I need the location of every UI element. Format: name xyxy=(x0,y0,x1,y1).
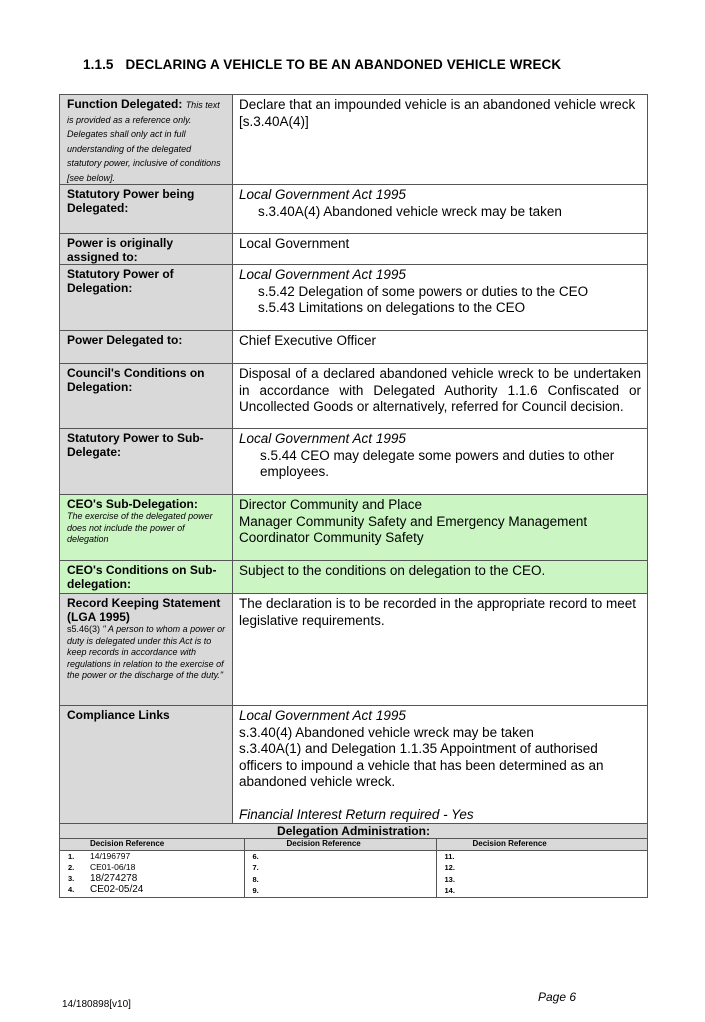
row-statutory-power-of-delegation xyxy=(60,265,648,331)
row-originally-assigned xyxy=(60,234,648,265)
ref-cell xyxy=(244,850,436,862)
row-ceo-sub-delegation xyxy=(60,495,648,561)
ceo-sub-delegation-value xyxy=(233,495,648,561)
record-keeping-note-quote: " A person to whom a power or duty is delegated under this Act is to keep records in accordance with regulations in relation to the exercise of the power or the discharge of the duty." xyxy=(67,624,226,680)
decision-reference-header xyxy=(60,839,647,850)
section-title: DECLARING A VEHICLE TO BE AN ABANDONED VEHICLE WRECK xyxy=(125,57,562,72)
section-number: 1.1.5 xyxy=(83,57,114,72)
statutory-power-delegated-label: Statutory Power being Delegated: xyxy=(60,185,233,234)
row-sub-delegate-power xyxy=(60,429,648,495)
row-record-keeping xyxy=(60,594,648,706)
decision-ref-header-1: Decision Reference xyxy=(60,839,244,850)
row-admin-title xyxy=(60,824,648,839)
ref-cell xyxy=(436,862,647,874)
financial-interest-line: Financial Interest Return required - Yes xyxy=(239,806,474,822)
compliance-line: s.3.40A(1) and Delegation 1.1.35 Appointment of authorised officers to impound a vehicle that has been determined as an abandoned vehicle wreck. xyxy=(239,741,604,789)
decision-reference-row xyxy=(60,874,647,886)
row-function-delegated xyxy=(60,95,648,185)
ref-cell xyxy=(436,874,647,886)
compliance-links-label: Compliance Links xyxy=(60,706,233,824)
act-name: Local Government Act 1995 xyxy=(239,267,406,282)
section-heading xyxy=(83,57,561,72)
act-name: Local Government Act 1995 xyxy=(239,708,406,723)
ceo-sub-delegation-note: The exercise of the delegated power does not include the power of delegation xyxy=(67,511,213,544)
record-keeping-label: Record Keeping Statement (LGA 1995) xyxy=(67,596,221,624)
function-delegated-label-cell xyxy=(60,95,233,185)
ceo-conditions-label: CEO's Conditions on Sub-delegation: xyxy=(60,561,233,594)
document-reference: 14/180898[v10] xyxy=(62,999,131,1010)
admin-title: Delegation Administration: xyxy=(60,824,648,839)
ref-cell xyxy=(244,885,436,897)
sub-delegate-title: Manager Community Safety and Emergency Management xyxy=(239,513,588,529)
ref-value: 14/196797 xyxy=(90,850,131,861)
sub-delegate-title: Director Community and Place xyxy=(239,497,423,512)
record-keeping-label-cell xyxy=(60,594,233,706)
ref-number: 13. xyxy=(444,874,455,884)
row-compliance-links xyxy=(60,706,648,824)
ref-number: 1. xyxy=(68,851,75,861)
ref-cell xyxy=(60,850,244,862)
row-delegated-to xyxy=(60,331,648,364)
page-number: Page 6 xyxy=(538,990,577,1004)
row-admin-grid xyxy=(60,839,648,898)
decision-ref-header-2: Decision Reference xyxy=(244,839,436,850)
ceo-conditions-value: Subject to the conditions on delegation to the CEO. xyxy=(233,561,648,594)
row-ceo-conditions xyxy=(60,561,648,594)
record-keeping-note xyxy=(67,624,228,682)
ref-cell xyxy=(436,850,647,862)
ref-cell xyxy=(436,885,647,897)
function-delegated-note: This text is provided as a reference only. Delegates shall only act in full understanding of the delegated statutory power, inclusive of conditions [see below]. xyxy=(67,100,221,183)
row-statutory-power-delegated xyxy=(60,185,648,234)
ref-number: 4. xyxy=(68,885,75,894)
row-council-conditions xyxy=(60,364,648,429)
decision-reference-row xyxy=(60,850,647,862)
decision-ref-header-3: Decision Reference xyxy=(436,839,647,850)
ref-cell xyxy=(60,862,244,874)
council-conditions-value: Disposal of a declared abandoned vehicle wreck to be undertaken in accordance with Delegated Authority 1.1.6 Confiscated or Uncollected Goods or alternatively, referred for Council decision. xyxy=(233,364,648,429)
ref-number: 14. xyxy=(444,886,455,895)
section-line: s.3.40A(4) Abandoned vehicle wreck may be taken xyxy=(258,203,562,219)
ceo-sub-delegation-label: CEO's Sub-Delegation: xyxy=(67,497,198,511)
council-conditions-label: Council's Conditions on Delegation: xyxy=(60,364,233,429)
sub-delegate-power-value xyxy=(233,429,648,495)
function-delegated-value: Declare that an impounded vehicle is an abandoned vehicle wreck [s.3.40A(4)] xyxy=(233,95,648,185)
statutory-power-of-delegation-value xyxy=(233,265,648,331)
record-keeping-value: The declaration is to be recorded in the appropriate record to meet legislative requirements. xyxy=(233,594,648,706)
act-name: Local Government Act 1995 xyxy=(239,187,406,202)
decision-reference-table xyxy=(60,839,647,897)
ref-value: CE02-05/24 xyxy=(90,884,144,895)
ref-number: 6. xyxy=(252,851,259,861)
section-line: s.5.42 Delegation of some powers or duties to the CEO xyxy=(258,283,589,299)
section-line: s.5.44 CEO may delegate some powers and duties to other employees. xyxy=(260,447,615,479)
delegated-to-label: Power Delegated to: xyxy=(60,331,233,364)
record-keeping-note-ref: s5.46(3) xyxy=(67,624,101,634)
ref-number: 9. xyxy=(252,886,259,895)
delegation-table xyxy=(59,94,648,898)
function-delegated-label: Function Delegated: xyxy=(67,97,183,111)
ref-value: CE01-06/18 xyxy=(90,862,136,872)
originally-assigned-label: Power is originally assigned to: xyxy=(60,234,233,265)
act-name: Local Government Act 1995 xyxy=(239,431,406,446)
compliance-links-value xyxy=(233,706,648,824)
ref-cell xyxy=(60,885,244,897)
ref-number: 3. xyxy=(68,873,75,883)
ref-number: 11. xyxy=(444,851,455,861)
ref-number: 12. xyxy=(444,863,455,872)
sub-delegate-title: Coordinator Community Safety xyxy=(239,530,424,545)
ref-number: 8. xyxy=(252,874,259,884)
sub-delegate-power-label: Statutory Power to Sub-Delegate: xyxy=(60,429,233,495)
ref-number: 7. xyxy=(252,863,259,872)
statutory-power-of-delegation-label: Statutory Power of Delegation: xyxy=(60,265,233,331)
admin-grid-cell xyxy=(60,839,648,898)
ref-cell xyxy=(60,874,244,886)
ceo-sub-delegation-label-cell xyxy=(60,495,233,561)
decision-reference-row xyxy=(60,885,647,897)
decision-reference-row xyxy=(60,862,647,874)
statutory-power-delegated-value xyxy=(233,185,648,234)
ref-cell xyxy=(244,874,436,886)
originally-assigned-value: Local Government xyxy=(233,234,648,265)
delegated-to-value: Chief Executive Officer xyxy=(233,331,648,364)
section-line: s.5.43 Limitations on delegations to the CEO xyxy=(258,300,526,315)
ref-value: 18/274278 xyxy=(90,872,138,884)
ref-cell xyxy=(244,862,436,874)
ref-number: 2. xyxy=(68,863,75,872)
compliance-line: s.3.40(4) Abandoned vehicle wreck may be taken xyxy=(239,724,534,740)
